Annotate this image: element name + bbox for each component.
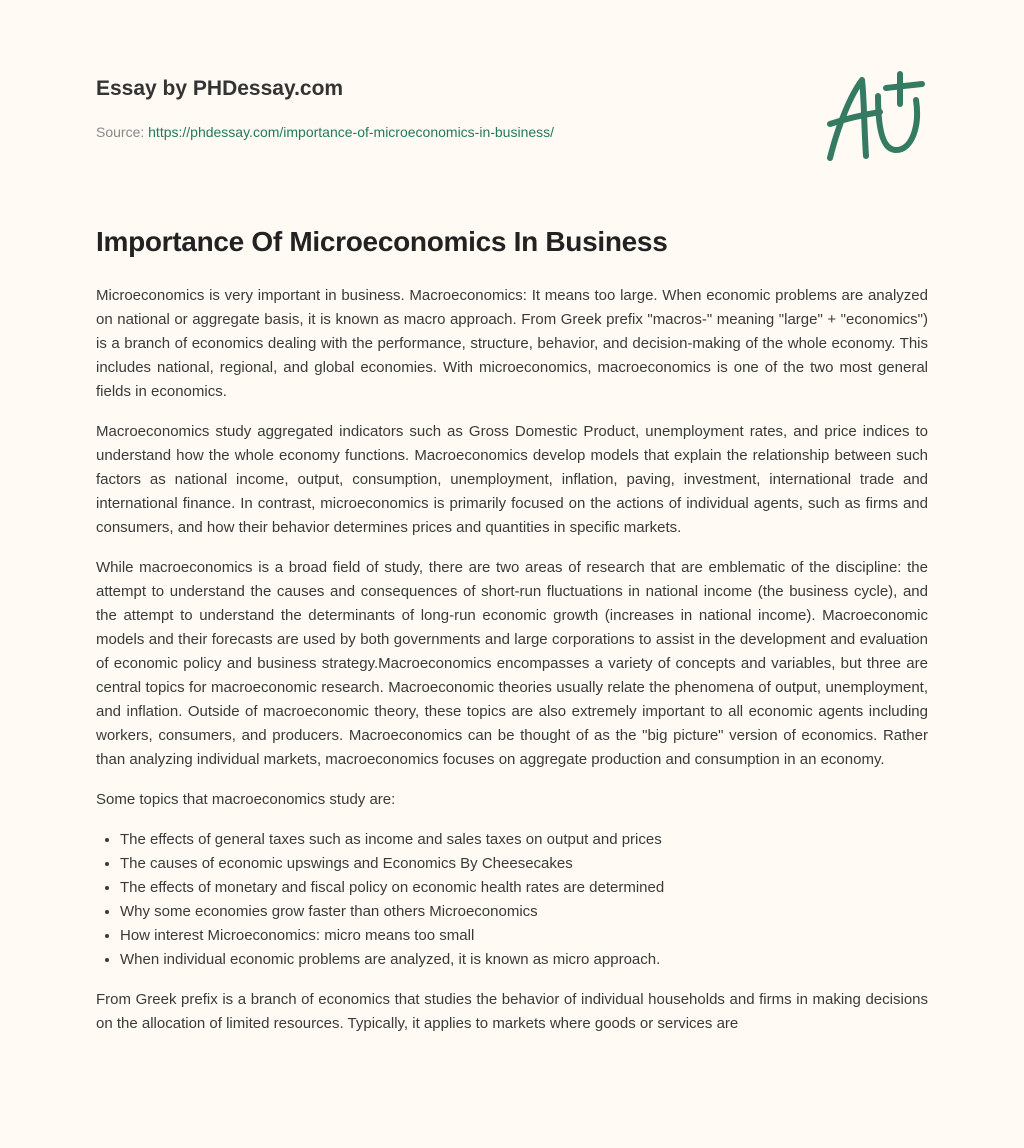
paragraph: Some topics that macroeconomics study are: bbox=[96, 791, 396, 808]
list-item: • The effects of monetary and fiscal policy on economic health rates are determined bbox=[120, 876, 928, 900]
list-item: • The causes of economic upswings and Economics By Cheesecakes bbox=[120, 852, 928, 876]
a-plus-logo-icon bbox=[820, 66, 930, 166]
source-label: Source: bbox=[96, 124, 145, 140]
source-link[interactable]: https://phdessay.com/importance-of-microeconomics-in-business/ bbox=[148, 124, 555, 140]
paragraph: From Greek prefix is a branch of economics that studies the behavior of individual households and firms in making decisions on the allocation of limited resources. Typically, it applies to markets where goods or services are bbox=[96, 991, 928, 1032]
paragraph: Macroeconomics study aggregated indicators such as Gross Domestic Product, unemployment rates, and price indices to understand how the whole economy functions. Macroeconomics develop models that explain the relationship between such factors as national income, output, consumption, unemployment, inflation, paving, investment, international trade and international finance. In contrast, microeconomics is primarily focused on the actions of individual agents, such as firms and consumers, and how their behavior determines prices and quantities in specific markets. bbox=[96, 423, 928, 536]
paragraph: Microeconomics is very important in business. Macroeconomics: It means too large. When economic problems are analyzed on national or aggregate basis, it is known as macro approach. From Greek prefix "macros-" meaning "large" + "economics") is a branch of economics dealing with the performance, structure, behavior, and decision-making of the whole economy. This includes national, regional, and global economies. With microeconomics, macroeconomics is one of the two most general fields in economics. bbox=[96, 287, 928, 400]
article-title: Importance Of Microeconomics In Business bbox=[96, 226, 668, 257]
list-item: • Why some economies grow faster than others Microeconomics bbox=[120, 900, 928, 924]
list-item: • The effects of general taxes such as income and sales taxes on output and prices bbox=[120, 828, 928, 852]
source-line bbox=[96, 124, 554, 140]
article-body bbox=[96, 284, 928, 1052]
list-item: • How interest Microeconomics: micro means too small bbox=[120, 924, 928, 948]
list-item: • When individual economic problems are analyzed, it is known as micro approach. bbox=[120, 948, 928, 972]
topics-list bbox=[96, 828, 928, 972]
paragraph: While macroeconomics is a broad field of study, there are two areas of research that are emblematic of the discipline: the attempt to understand the causes and consequences of short-run fluctuations in national income (the business cycle), and the attempt to understand the determinants of long-run economic growth (increases in national income). Macroeconomic models and their forecasts are used by both governments and large corporations to assist in the development and evaluation of economic policy and business strategy.Macroeconomics encompasses a variety of concepts and variables, but three are central topics for macroeconomic research. Macroeconomic theories usually relate the phenomena of output, unemployment, and inflation. Outside of macroeconomic theory, these topics are also extremely important to all economic agents including workers, consumers, and producers. Macroeconomics can be thought of as the "big picture" version of economics. Rather than analyzing individual markets, macroeconomics focuses on aggregate production and consumption in an economy. bbox=[96, 559, 928, 768]
site-title: Essay by PHDessay.com bbox=[96, 77, 344, 100]
